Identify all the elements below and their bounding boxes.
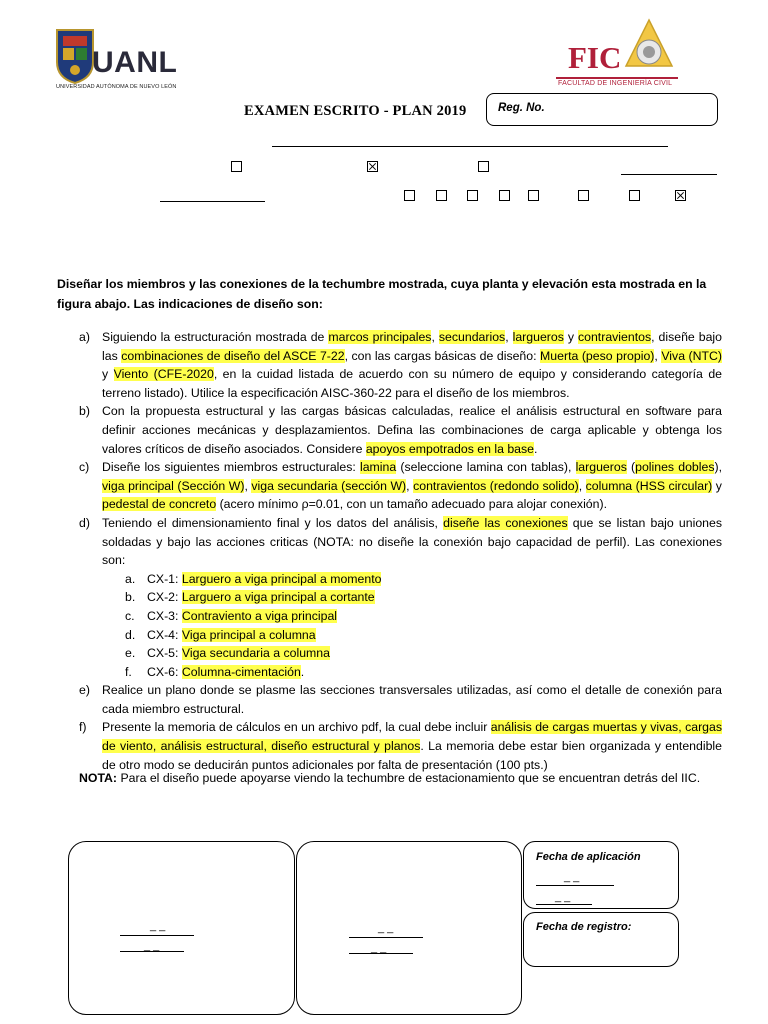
item-text: , diseñe bajo las: [102, 330, 722, 363]
signature-line-1: [120, 935, 194, 936]
highlighted-text: diseñe las conexiones: [443, 515, 568, 530]
fecha-registro-label: Fecha de registro:: [536, 921, 632, 933]
item-text: Realice un plano donde se plasme las secciones transversales utilizadas, así como el detalle de conexión para cada miembro estructural.: [102, 683, 722, 716]
highlighted-text: viga principal (Sección W): [102, 478, 245, 493]
connection-item: [79, 663, 722, 682]
connection-code: CX-1:: [147, 571, 182, 586]
exam-title: EXAMEN ESCRITO - PLAN 2019: [244, 103, 467, 119]
item-text: Diseñe los siguientes miembros estructurales:: [102, 460, 360, 475]
signature-box-1[interactable]: [68, 841, 295, 1015]
instructions-intro: Diseñar los miembros y las conexiones de la techumbre mostrada, cuya planta y elevación esta mostrada en la figura abajo. Las indicaciones de diseño son:: [57, 277, 707, 311]
uanl-subtitle: UNIVERSIDAD AUTÓNOMA DE NUEVO LEÓN: [56, 84, 177, 90]
item-text: , en la cuidad listada de acuerdo con su número de equipo y considerando categoría de terreno listado). Utilice la especificación AISC-360-22 para el diseño de los miembros.: [102, 367, 723, 400]
checkbox-7[interactable]: [499, 190, 510, 201]
connection-label: f.: [125, 664, 132, 679]
checkbox-8[interactable]: [528, 190, 539, 201]
item-text: que se listan bajo uniones soldadas y bajo las acciones criticas (NOTA: no diseñe la conexión bajo capacidad de perfil). Las conexiones son:: [102, 515, 722, 568]
highlighted-text: Muerta (peso propio): [540, 348, 655, 363]
blank-line-right[interactable]: [621, 174, 717, 175]
fecha-aplicacion-dash-b: _ _: [555, 891, 571, 903]
uanl-wordmark: UANL: [92, 46, 178, 79]
list-item-label: d): [79, 515, 90, 530]
item-text: (: [626, 460, 636, 475]
list-item: [79, 681, 722, 718]
highlighted-text: secundarios: [438, 330, 506, 344]
uanl-shield-icon: [55, 28, 95, 84]
highlighted-text: contravientos: [577, 330, 652, 344]
blank-line-left[interactable]: [160, 201, 265, 202]
item-text: ,: [406, 478, 414, 493]
connection-item: [79, 607, 722, 626]
connection-label: a.: [125, 571, 136, 586]
connection-code: CX-3:: [147, 608, 182, 623]
fic-wordmark: FIC: [568, 40, 622, 75]
item-text: .: [534, 441, 538, 456]
connection-tail: .: [300, 664, 305, 679]
list-item: [79, 458, 722, 514]
checkbox-5[interactable]: [436, 190, 447, 201]
connection-description: Contraviento a viga principal: [181, 608, 338, 623]
signature-dash-2b: _ _: [371, 942, 387, 954]
highlighted-text: viga secundaria (sección W): [251, 478, 407, 493]
list-item-label: c): [79, 460, 90, 475]
checkbox-2-checked[interactable]: [367, 161, 378, 172]
highlighted-text: pedestal de concreto: [102, 497, 217, 512]
connection-label: c.: [125, 608, 135, 623]
highlighted-text: apoyos empotrados en la base: [365, 441, 535, 456]
highlighted-text: Viva (NTC): [661, 348, 723, 363]
list-item: [79, 402, 722, 458]
fic-emblem-icon: [624, 18, 674, 79]
list-item: [79, 718, 722, 774]
item-text: Con la propuesta estructural y las cargas básicas calculadas, realice el análisis estructural en software para definir acciones mecánicas y desplazamientos. Defina las combinaciones de carga aplicable y obtenga los valores críticos de diseño asociados. Considere: [102, 404, 722, 456]
fic-divider: [556, 77, 678, 79]
highlighted-text: Viento (CFE-2020: [113, 367, 214, 382]
connection-item: [79, 644, 722, 663]
signature-dash-1a: _ _: [150, 920, 166, 932]
signature-dash-2a: _ _: [378, 922, 394, 934]
item-text: ),: [714, 460, 722, 475]
item-text: Presente la memoria de cálculos en un archivo pdf, la cual debe incluir: [102, 720, 491, 735]
signature-box-2[interactable]: [296, 841, 522, 1015]
item-text: y: [712, 478, 722, 493]
highlighted-text: polines dobles: [635, 460, 715, 475]
highlighted-text: análisis de cargas muertas y vivas, cargas de viento, análisis estructural, diseño estructural y planos: [102, 720, 722, 754]
item-text: ,: [578, 478, 586, 493]
checkbox-9[interactable]: [578, 190, 589, 201]
signature-dash-1b: _ _: [144, 940, 160, 952]
checkbox-3[interactable]: [478, 161, 489, 172]
fecha-aplicacion-line-b: [536, 904, 592, 905]
connection-description: Larguero a viga principal a momento: [181, 571, 382, 586]
connection-item: [79, 570, 722, 589]
list-item-label: f): [79, 720, 87, 735]
connection-code: CX-4:: [147, 627, 182, 642]
highlighted-text: largueros: [512, 330, 564, 344]
list-item-label: b): [79, 404, 90, 419]
connection-item: [79, 626, 722, 645]
checkbox-11-checked[interactable]: [675, 190, 686, 201]
connection-description: Columna-cimentación: [181, 664, 301, 679]
highlighted-text: largueros: [575, 460, 627, 475]
connection-item: [79, 588, 722, 607]
item-text: Teniendo el dimensionamiento final y los datos del análisis,: [102, 515, 444, 530]
fecha-aplicacion-dash-a: _ _: [564, 871, 580, 883]
reg-number-label: Reg. No.: [498, 102, 545, 114]
item-text: y: [102, 367, 114, 382]
item-text: , con las cargas básicas de diseño:: [344, 348, 541, 363]
instructions-list: [79, 328, 722, 774]
highlighted-text: lamina: [359, 460, 397, 475]
item-text: ,: [505, 330, 513, 344]
checkbox-6[interactable]: [467, 190, 478, 201]
fecha-aplicacion-line: [536, 885, 614, 886]
connection-description: Viga principal a columna: [181, 627, 316, 642]
note-label: NOTA:: [79, 771, 118, 785]
checkbox-10[interactable]: [629, 190, 640, 201]
connection-code: CX-2:: [147, 590, 182, 605]
checkbox-1[interactable]: [231, 161, 242, 172]
item-text: ,: [431, 330, 439, 344]
highlighted-text: combinaciones de diseño del ASCE 7-22: [121, 348, 345, 363]
connection-label: d.: [125, 627, 136, 642]
item-text: ,: [654, 348, 662, 363]
fecha-aplicacion-label: Fecha de aplicación: [536, 851, 641, 863]
note-text: Para el diseño puede apoyarse viendo la techumbre de estacionamiento que se encuentran detrás del IIC.: [117, 771, 701, 785]
highlighted-text: marcos principales: [328, 330, 432, 344]
item-text: (acero mínimo ρ=0.01, con un tamaño adecuado para alojar conexión).: [216, 497, 607, 512]
connection-description: Larguero a viga principal a cortante: [181, 590, 375, 605]
checkbox-4[interactable]: [404, 190, 415, 201]
note: [79, 771, 700, 785]
connection-code: CX-5:: [147, 646, 182, 661]
item-text: (seleccione lamina con tablas),: [396, 460, 576, 475]
list-item: [79, 328, 722, 402]
item-text: ,: [244, 478, 252, 493]
signature-line-2: [349, 937, 423, 938]
name-line[interactable]: [272, 146, 668, 147]
highlighted-text: contravientos (redondo solido): [413, 478, 579, 493]
list-item-label: e): [79, 683, 90, 698]
highlighted-text: columna (HSS circular): [585, 478, 713, 493]
item-text: . La memoria debe estar bien organizada y entendible de otro modo se deducirán puntos adicionales por falta de presentación (100 pts.): [102, 739, 722, 772]
list-item: [79, 514, 722, 570]
item-text: Siguiendo la estructuración mostrada de: [102, 330, 329, 344]
fic-subtitle: FACULTAD DE INGENIERÍA CIVIL: [558, 80, 673, 87]
connection-label: e.: [125, 646, 136, 661]
connection-code: CX-6:: [147, 664, 182, 679]
connection-description: Viga secundaria a columna: [181, 646, 330, 661]
connection-label: b.: [125, 590, 136, 605]
list-item-label: a): [79, 330, 90, 344]
item-text: y: [563, 330, 578, 344]
